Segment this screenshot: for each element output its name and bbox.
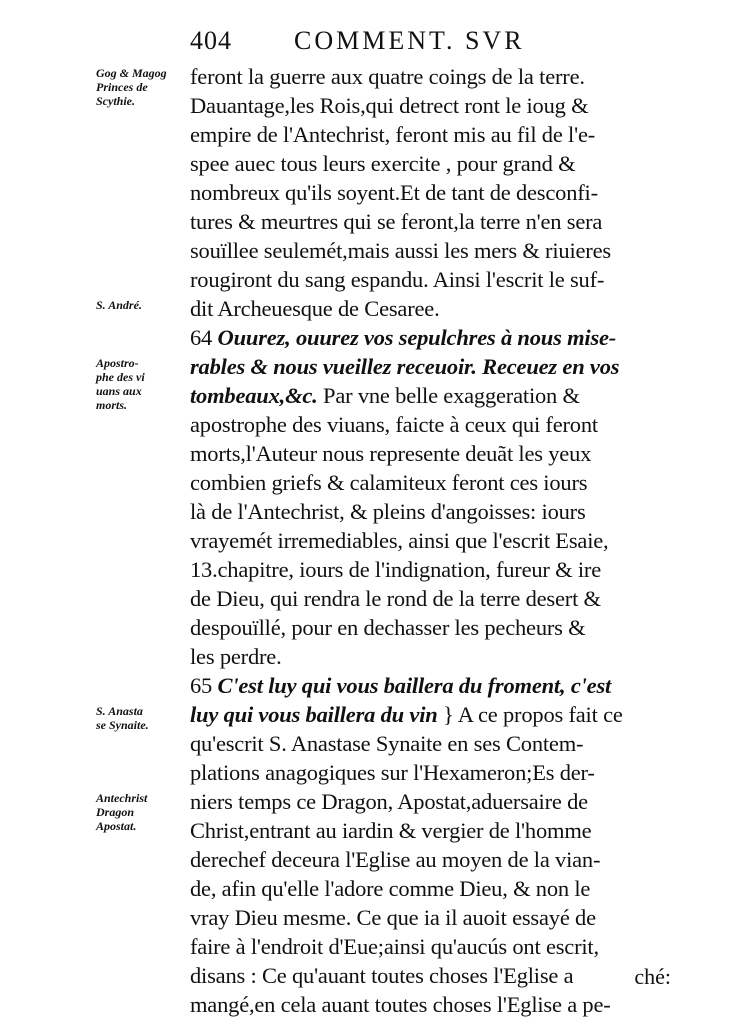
text-line [190, 961, 680, 990]
italic-segment: luy qui vous baillera du vin [190, 702, 438, 727]
margin-note-line: morts. [96, 398, 128, 412]
text-line [190, 584, 680, 613]
text-segment: vray Dieu mesme. Ce que ia il auoit essayé de [190, 905, 596, 930]
text-segment: Dauantage,les Rois,qui detrect ront le ioug & [190, 93, 589, 118]
text-line [190, 758, 680, 787]
text-segment: mangé,en cela auant toutes choses l'Eglise a pe- [190, 992, 611, 1017]
text-line [190, 990, 680, 1019]
text-segment: vrayemét irremediables, ainsi que l'escrit Esaie, [190, 528, 609, 553]
italic-segment: Ouurez, ouurez vos sepulchres à nous mise- [217, 325, 617, 350]
text-segment: là de l'Antechrist, & pleins d'angoisses: iours [190, 499, 586, 524]
text-segment: spee auec tous leurs exercite , pour grand & [190, 151, 576, 176]
margin-note [96, 791, 188, 833]
text-segment: Christ,entrant au iardin & vergier de l'homme [190, 818, 592, 843]
text-segment: Par vne belle exaggeration & [317, 383, 580, 408]
text-segment: souïllee seulemét,mais aussi les mers & riuieres [190, 238, 611, 263]
text-segment: apostrophe des viuans, faicte à ceux qui feront [190, 412, 598, 437]
running-title: COMMENT. SVR [294, 26, 525, 55]
margin-note-line: uans aux [96, 384, 142, 398]
main-text [190, 62, 680, 1019]
text-segment: 65 [190, 673, 218, 698]
text-line [190, 207, 680, 236]
text-line [190, 526, 680, 555]
margin-note-line: phe des vi [96, 370, 145, 384]
margin-note [96, 704, 188, 732]
text-segment: derechef deceura l'Eglise au moyen de la vian- [190, 847, 601, 872]
margin-note-line: Apostat. [96, 819, 137, 833]
text-line [190, 149, 680, 178]
text-line [190, 845, 680, 874]
margin-note-line: Dragon [96, 805, 135, 819]
text-line [190, 903, 680, 932]
text-line [190, 381, 680, 410]
text-segment: dit Archeuesque de Cesaree. [190, 296, 440, 321]
text-line [190, 700, 680, 729]
text-segment: faire à l'endroit d'Eue;ainsi qu'aucús ont escrit, [190, 934, 599, 959]
text-line [190, 642, 680, 671]
text-line [190, 468, 680, 497]
text-line [190, 439, 680, 468]
text-segment: disans : Ce qu'auant toutes choses l'Eglise a [190, 963, 574, 988]
text-line [190, 294, 680, 323]
text-line [190, 323, 680, 352]
text-line [190, 787, 680, 816]
text-line [190, 671, 680, 700]
text-segment: } A ce propos fait ce [437, 702, 623, 727]
text-line [190, 410, 680, 439]
text-line [190, 613, 680, 642]
text-segment: 13.chapitre, iours de l'indignation, fureur & ire [190, 557, 602, 582]
text-segment: les perdre. [190, 644, 282, 669]
catchword: ché: [634, 964, 671, 989]
margin-note-line: Princes de [96, 80, 148, 94]
text-segment: feront la guerre aux quatre coings de la terre. [190, 64, 585, 89]
text-segment: de, afin qu'elle l'adore comme Dieu, & non le [190, 876, 591, 901]
text-segment: rougiront du sang espandu. Ainsi l'escrit le suf- [190, 267, 605, 292]
text-line [190, 62, 680, 91]
text-segment: qu'escrit S. Anastase Synaite en ses Contem- [190, 731, 584, 756]
text-line [190, 932, 680, 961]
text-line [190, 729, 680, 758]
text-line [190, 236, 680, 265]
text-segment: niers temps ce Dragon, Apostat,aduersaire de [190, 789, 588, 814]
margin-note-line: Scythie. [96, 94, 135, 108]
margin-note-line: se Synaite. [96, 718, 149, 732]
text-segment: 64 [190, 325, 218, 350]
margin-note-line: Apostro- [96, 356, 139, 370]
margin-note-line: S. André. [96, 298, 142, 312]
text-line [190, 352, 680, 381]
text-segment: empire de l'Antechrist, feront mis au fil de l'e- [190, 122, 596, 147]
margin-note-line: S. Anasta [96, 704, 143, 718]
margin-note-line: Antechrist [96, 791, 148, 805]
text-line [190, 555, 680, 584]
text-segment: de Dieu, qui rendra le rond de la terre desert & [190, 586, 601, 611]
margin-note [96, 356, 188, 412]
text-line [190, 816, 680, 845]
margin-note-line: Gog & Magog [96, 66, 167, 80]
text-segment: tures & meurtres qui se feront,la terre n'en sera [190, 209, 603, 234]
text-segment: combien griefs & calamiteux feront ces iours [190, 470, 588, 495]
italic-segment: C'est luy qui vous baillera du froment, c'est [217, 673, 612, 698]
text-segment: despouïllé, pour en dechasser les pecheurs & [190, 615, 586, 640]
page-header [190, 26, 670, 60]
margin-note [96, 66, 188, 108]
text-line [190, 265, 680, 294]
text-line [190, 91, 680, 120]
margin-note [96, 298, 188, 312]
text-line [190, 497, 680, 526]
text-segment: nombreux qu'ils soyent.Et de tant de desconfi- [190, 180, 598, 205]
text-segment: plations anagogiques sur l'Hexameron;Es der- [190, 760, 595, 785]
text-line [190, 120, 680, 149]
text-segment: morts,l'Auteur nous represente deuãt les yeux [190, 441, 592, 466]
text-line [190, 874, 680, 903]
page-number: 404 [190, 26, 232, 55]
italic-segment: rables & nous vueillez receuoir. Receuez en vos [190, 354, 620, 379]
text-line [190, 178, 680, 207]
italic-segment: tombeaux,&c. [190, 383, 318, 408]
